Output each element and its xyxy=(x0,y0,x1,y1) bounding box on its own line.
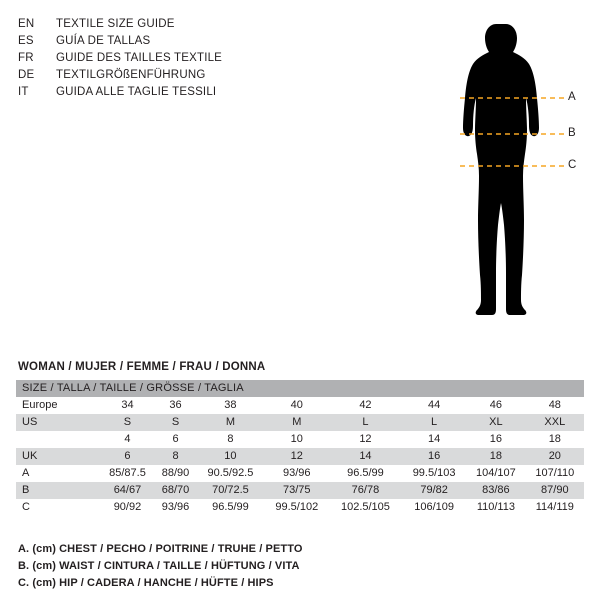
language-row xyxy=(18,67,318,84)
table-cell: 76/78 xyxy=(329,482,402,499)
table-cell: 102.5/105 xyxy=(329,499,402,516)
table-cell: 114/119 xyxy=(526,499,584,516)
table-cell: 36 xyxy=(155,397,196,414)
table-cell: 20 xyxy=(526,448,584,465)
row-label: Europe xyxy=(16,397,100,414)
table-cell: 16 xyxy=(466,431,526,448)
table-cell: 44 xyxy=(402,397,466,414)
table-cell: 18 xyxy=(526,431,584,448)
table-cell: 10 xyxy=(196,448,265,465)
row-label: C xyxy=(16,499,100,516)
table-cell: 88/90 xyxy=(155,465,196,482)
table-cell: L xyxy=(329,414,402,431)
row-label: A xyxy=(16,465,100,482)
gender-label: WOMAN / MUJER / FEMME / FRAU / DONNA xyxy=(18,361,266,373)
table-row xyxy=(16,431,584,448)
table-cell: 110/113 xyxy=(466,499,526,516)
table-cell: 10 xyxy=(265,431,329,448)
table-row xyxy=(16,448,584,465)
language-code: EN xyxy=(18,18,35,30)
language-code: ES xyxy=(18,35,34,47)
marker-label-b: B xyxy=(568,127,576,139)
table-cell: S xyxy=(155,414,196,431)
table-cell: XXL xyxy=(526,414,584,431)
table-row xyxy=(16,482,584,499)
table-cell: 68/70 xyxy=(155,482,196,499)
note-hip: C. (cm) HIP / CADERA / HANCHE / HÜFTE / HIPS xyxy=(18,577,274,589)
row-label: B xyxy=(16,482,100,499)
table-cell: 107/110 xyxy=(526,465,584,482)
language-row xyxy=(18,50,318,67)
table-cell: 96.5/99 xyxy=(329,465,402,482)
table-cell: 8 xyxy=(155,448,196,465)
table-cell: 12 xyxy=(265,448,329,465)
table-cell: XL xyxy=(466,414,526,431)
table-cell: 73/75 xyxy=(265,482,329,499)
table-cell: 4 xyxy=(100,431,155,448)
row-label: UK xyxy=(16,448,100,465)
table-row xyxy=(16,414,584,431)
language-code: IT xyxy=(18,86,29,98)
note-waist: B. (cm) WAIST / CINTURA / TAILLE / HÜFTUNG / VITA xyxy=(18,560,300,572)
table-cell: 42 xyxy=(329,397,402,414)
language-row xyxy=(18,16,318,33)
table-cell: 38 xyxy=(196,397,265,414)
note-chest: A. (cm) CHEST / PECHO / POITRINE / TRUHE / PETTO xyxy=(18,543,303,555)
language-row xyxy=(18,84,318,101)
table-cell: 93/96 xyxy=(265,465,329,482)
table-cell: L xyxy=(402,414,466,431)
table-cell: 87/90 xyxy=(526,482,584,499)
marker-label-c: C xyxy=(568,159,577,171)
table-cell: 70/72.5 xyxy=(196,482,265,499)
table-cell: 14 xyxy=(329,448,402,465)
table-cell: 96.5/99 xyxy=(196,499,265,516)
language-code: DE xyxy=(18,69,35,81)
table-header-row xyxy=(16,380,584,397)
table-cell: 79/82 xyxy=(402,482,466,499)
table-cell: 64/67 xyxy=(100,482,155,499)
female-silhouette-icon xyxy=(420,8,590,368)
language-title: TEXTILGRÖßENFÜHRUNG xyxy=(56,69,206,81)
table-cell: 34 xyxy=(100,397,155,414)
measurement-notes xyxy=(18,541,578,592)
table-cell: M xyxy=(196,414,265,431)
table-cell: 46 xyxy=(466,397,526,414)
language-title: GUÍA DE TALLAS xyxy=(56,35,151,47)
row-label xyxy=(16,431,100,448)
language-code: FR xyxy=(18,52,34,64)
table-row xyxy=(16,465,584,482)
table-row xyxy=(16,499,584,516)
table-cell: 93/96 xyxy=(155,499,196,516)
table-cell: S xyxy=(100,414,155,431)
table-header-label: SIZE / TALLA / TAILLE / GRÖSSE / TAGLIA xyxy=(22,382,244,394)
row-label: US xyxy=(16,414,100,431)
language-title: GUIDE DES TAILLES TEXTILE xyxy=(56,52,223,64)
table-cell: 14 xyxy=(402,431,466,448)
table-cell: 90.5/92.5 xyxy=(196,465,265,482)
table-cell: 106/109 xyxy=(402,499,466,516)
table-cell: 12 xyxy=(329,431,402,448)
language-row xyxy=(18,33,318,50)
language-title: TEXTILE SIZE GUIDE xyxy=(56,18,175,30)
female-body-figure xyxy=(420,8,590,368)
table-cell: 40 xyxy=(265,397,329,414)
table-row xyxy=(16,397,584,414)
table-cell: 104/107 xyxy=(466,465,526,482)
table-cell: 16 xyxy=(402,448,466,465)
table-cell: 48 xyxy=(526,397,584,414)
table-cell: 18 xyxy=(466,448,526,465)
table-cell: 99.5/102 xyxy=(265,499,329,516)
language-title: GUIDA ALLE TAGLIE TESSILI xyxy=(56,86,217,98)
table-cell: 90/92 xyxy=(100,499,155,516)
table-cell: 6 xyxy=(100,448,155,465)
table-cell: 8 xyxy=(196,431,265,448)
marker-label-a: A xyxy=(568,91,576,103)
table-cell: M xyxy=(265,414,329,431)
table-cell: 6 xyxy=(155,431,196,448)
table-cell: 85/87.5 xyxy=(100,465,155,482)
size-table xyxy=(16,380,584,516)
language-legend xyxy=(18,16,318,101)
table-cell: 83/86 xyxy=(466,482,526,499)
table-cell: 99.5/103 xyxy=(402,465,466,482)
